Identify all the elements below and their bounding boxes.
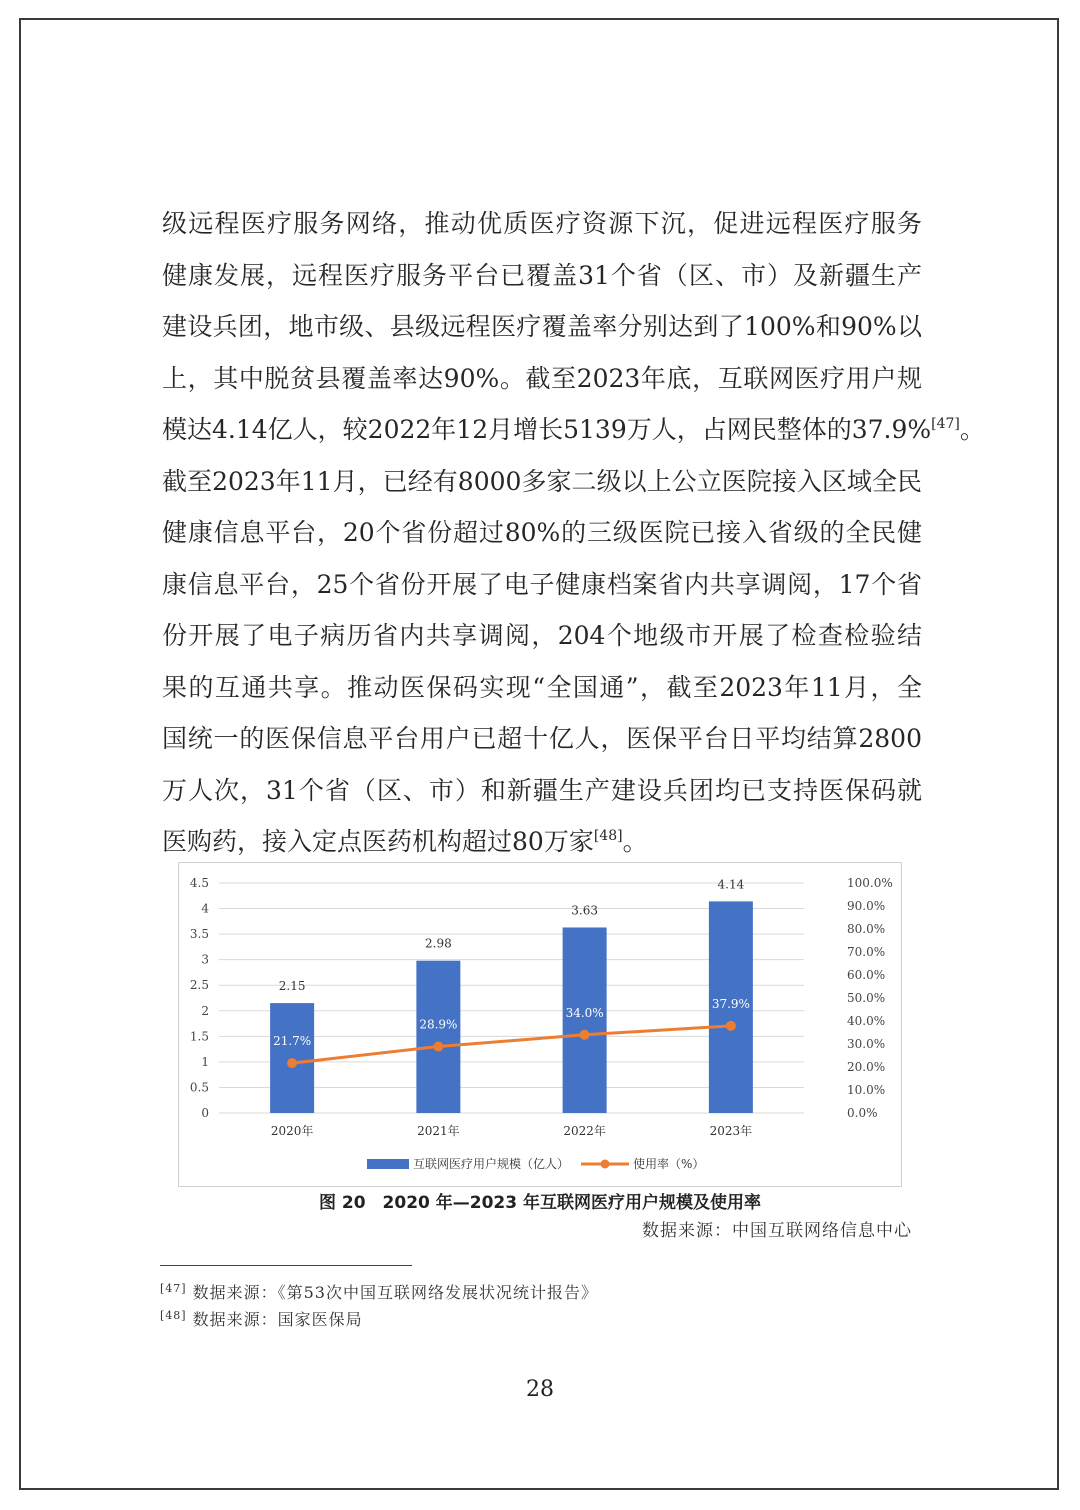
y-right-tick-label: 100.0% bbox=[847, 876, 893, 890]
body-line: 康信息平台，25个省份开展了电子健康档案省内共享调阅，17个省 bbox=[162, 569, 922, 599]
legend-bar-swatch bbox=[367, 1159, 409, 1169]
body-line: 健康信息平台，20个省份超过80%的三级医院已接入省级的全民健 bbox=[162, 518, 922, 547]
footnote-47 bbox=[160, 1280, 598, 1303]
line-point bbox=[580, 1030, 590, 1040]
y-right-tick-label: 0.0% bbox=[847, 1106, 878, 1120]
bar-value-label: 2.15 bbox=[278, 979, 306, 994]
footnote-ref-47[interactable]: [47] bbox=[931, 416, 960, 432]
body-line: 上，其中脱贫县覆盖率达90%。截至2023年底，互联网医疗用户规 bbox=[162, 363, 922, 393]
y-left-tick-label: 3.5 bbox=[189, 927, 209, 942]
y-right-tick-label: 80.0% bbox=[847, 922, 886, 936]
y-left-tick-label: 2 bbox=[201, 1003, 209, 1018]
y-right-tick-label: 20.0% bbox=[847, 1060, 886, 1074]
line-value-label: 37.9% bbox=[711, 996, 750, 1011]
body-line-tail: 。 bbox=[622, 827, 648, 856]
footnote-48 bbox=[160, 1307, 363, 1330]
footnote-text: 数据来源：国家医保局 bbox=[192, 1310, 363, 1329]
body-line: 级远程医疗服务网络，推动优质医疗资源下沉，促进远程医疗服务 bbox=[162, 209, 922, 238]
x-tick-label: 2022年 bbox=[563, 1124, 606, 1138]
y-right-tick-label: 90.0% bbox=[847, 899, 886, 913]
y-right-tick-label: 60.0% bbox=[847, 968, 886, 982]
y-left-tick-label: 0 bbox=[201, 1106, 209, 1120]
body-line-text: 模达4.14亿人，较2022年12月增长5139万人，占网民整体的37.9% bbox=[162, 415, 932, 444]
figure-source: 数据来源：中国互联网络信息中心 bbox=[642, 1221, 912, 1241]
y-left-tick-label: 0.5 bbox=[189, 1080, 209, 1095]
y-right-tick-label: 50.0% bbox=[847, 991, 886, 1005]
x-tick-label: 2023年 bbox=[709, 1124, 753, 1138]
bar bbox=[563, 927, 607, 1113]
figure-caption: 图 20 2020 年—2023 年互联网医疗用户规模及使用率 bbox=[318, 1193, 762, 1213]
line-value-label: 28.9% bbox=[419, 1017, 458, 1032]
body-line: 果的互通共享。推动医保码实现“全国通”，截至2023年11月，全 bbox=[162, 672, 922, 702]
body-line: 国统一的医保信息平台用户已超十亿人，医保平台日平均结算2800 bbox=[162, 724, 922, 753]
footnote-ref: [48] bbox=[160, 1309, 187, 1322]
body-line: 截至2023年11月，已经有8000多家二级以上公立医院接入区域全民 bbox=[162, 466, 922, 496]
body-line: 建设兵团，地市级、县级远程医疗覆盖率分别达到了100%和90%以 bbox=[162, 312, 922, 341]
body-line-tail: 。 bbox=[959, 415, 985, 444]
body-line bbox=[162, 404, 985, 456]
footnote-divider bbox=[160, 1265, 412, 1266]
y-right-tick-label: 40.0% bbox=[847, 1014, 886, 1028]
y-left-tick-label: 1 bbox=[201, 1054, 209, 1069]
bar-value-label: 4.14 bbox=[717, 877, 745, 892]
y-right-tick-label: 10.0% bbox=[847, 1083, 886, 1097]
y-left-tick-label: 4.5 bbox=[189, 876, 209, 890]
y-right-tick-label: 70.0% bbox=[847, 945, 886, 959]
body-line-text: 医购药，接入定点医药机构超过80万家 bbox=[162, 827, 594, 856]
bar-value-label: 2.98 bbox=[425, 936, 452, 951]
y-left-tick-label: 1.5 bbox=[189, 1029, 209, 1044]
bar-value-label: 3.63 bbox=[571, 903, 598, 918]
y-right-tick-label: 30.0% bbox=[847, 1037, 886, 1051]
page-number: 28 bbox=[526, 1377, 554, 1402]
line-point bbox=[287, 1058, 297, 1068]
line-value-label: 21.7% bbox=[273, 1034, 312, 1049]
x-tick-label: 2021年 bbox=[417, 1124, 460, 1138]
footnote-ref-48[interactable]: [48] bbox=[593, 828, 623, 844]
x-tick-label: 2020年 bbox=[270, 1124, 314, 1138]
line-series bbox=[292, 1026, 731, 1063]
line-value-label: 34.0% bbox=[565, 1005, 604, 1020]
body-line: 份开展了电子病历省内共享调阅，204个地级市开展了检查检验结 bbox=[162, 621, 922, 650]
body-text bbox=[162, 198, 985, 868]
legend-line-marker bbox=[601, 1160, 610, 1169]
y-left-tick-label: 3 bbox=[201, 952, 209, 967]
combo-chart bbox=[179, 863, 903, 1188]
line-point bbox=[726, 1021, 736, 1031]
body-line: 健康发展，远程医疗服务平台已覆盖31个省（区、市）及新疆生产 bbox=[162, 260, 922, 290]
body-line bbox=[162, 816, 922, 868]
y-left-tick-label: 2.5 bbox=[189, 978, 209, 993]
bar bbox=[270, 1003, 314, 1113]
legend-line-label: 使用率（%） bbox=[633, 1157, 705, 1171]
bar bbox=[416, 961, 460, 1113]
footnote-text: 数据来源：《第53次中国互联网络发展状况统计报告》 bbox=[192, 1283, 598, 1302]
chart-container bbox=[178, 862, 902, 1187]
y-left-tick-label: 4 bbox=[201, 901, 209, 916]
body-line: 万人次，31个省（区、市）和新疆生产建设兵团均已支持医保码就 bbox=[162, 775, 922, 805]
legend-bar-label: 互联网医疗用户规模（亿人） bbox=[413, 1157, 570, 1171]
line-point bbox=[433, 1042, 443, 1052]
footnote-ref: [47] bbox=[160, 1282, 187, 1295]
